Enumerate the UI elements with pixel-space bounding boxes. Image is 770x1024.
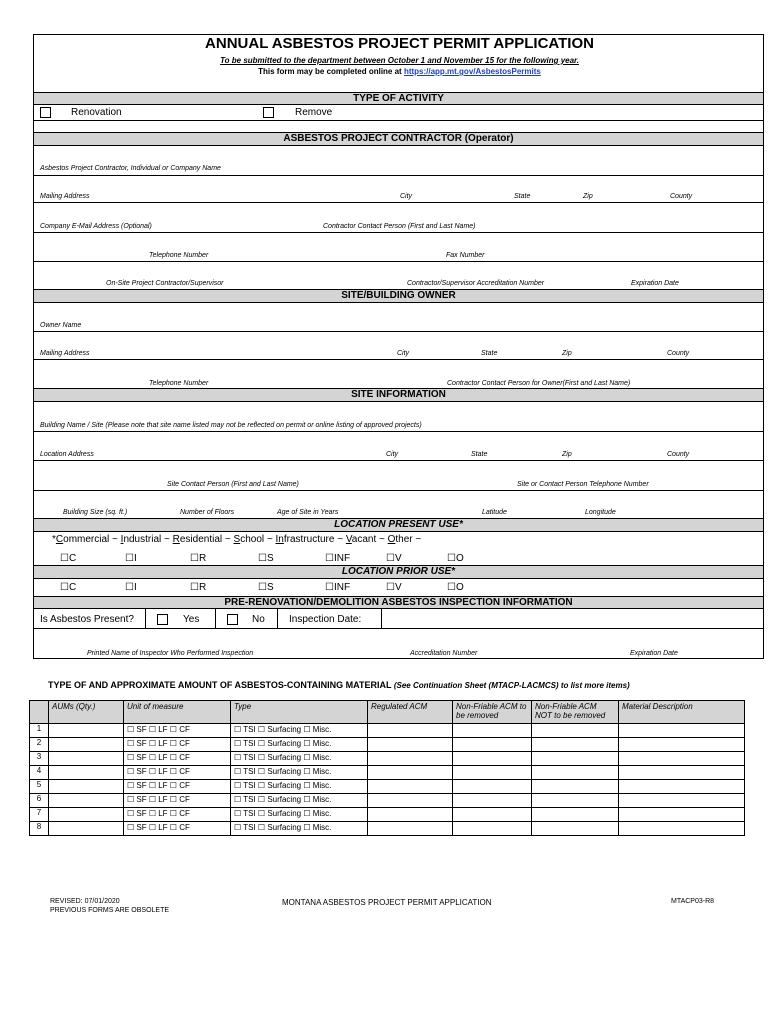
divider xyxy=(277,609,278,629)
owner-name-label: Owner Name xyxy=(40,322,82,329)
description-cell[interactable] xyxy=(619,808,745,822)
aums-cell[interactable] xyxy=(49,794,124,808)
friable-not-removed-cell[interactable] xyxy=(532,780,619,794)
divider xyxy=(34,359,763,360)
prior-use-r[interactable]: ☐R xyxy=(190,582,207,593)
divider xyxy=(215,609,216,629)
unit-cell[interactable]: ☐ SF ☐ LF ☐ CF xyxy=(124,724,231,738)
regulated-cell[interactable] xyxy=(368,808,453,822)
asbestos-yes-label: Yes xyxy=(183,614,200,625)
regulated-cell[interactable] xyxy=(368,724,453,738)
owner-city-label: City xyxy=(397,350,410,357)
type-cell[interactable]: ☐ TSI ☐ Surfacing ☐ Misc. xyxy=(231,724,368,738)
inspection-heading: PRE-RENOVATION/DEMOLITION ASBESTOS INSPECTION INFORMATION xyxy=(34,596,763,609)
online-permit-link[interactable]: https://app.mt.gov/AsbestosPermits xyxy=(403,67,541,76)
revised-date: REVISED: 07/01/2020 xyxy=(50,898,120,905)
description-cell[interactable] xyxy=(619,794,745,808)
owner-county-label: County xyxy=(667,350,690,357)
contractor-email-label: Company E-Mail Address (Optional) xyxy=(40,223,152,230)
col-friable-not-removed: Non-Friable ACM NOT to be removed xyxy=(532,701,619,724)
renovation-checkbox[interactable] xyxy=(40,107,51,118)
divider xyxy=(34,490,763,491)
description-cell[interactable] xyxy=(619,738,745,752)
owner-state-label: State xyxy=(481,350,498,357)
regulated-cell[interactable] xyxy=(368,822,453,836)
owner-zip-label: Zip xyxy=(562,350,572,357)
description-cell[interactable] xyxy=(619,724,745,738)
regulated-cell[interactable] xyxy=(368,780,453,794)
materials-header-row xyxy=(30,701,745,724)
description-cell[interactable] xyxy=(619,780,745,794)
row-number: 2 xyxy=(30,738,49,752)
friable-removed-cell[interactable] xyxy=(453,794,532,808)
site-heading: SITE INFORMATION xyxy=(34,388,763,402)
legend-part: acant ~ xyxy=(351,534,388,545)
aums-cell[interactable] xyxy=(49,780,124,794)
remove-label: Remove xyxy=(295,107,333,118)
asbestos-no-label: No xyxy=(252,614,265,625)
regulated-cell[interactable] xyxy=(368,738,453,752)
col-regulated: Regulated ACM xyxy=(368,701,453,724)
unit-cell[interactable]: ☐ SF ☐ LF ☐ CF xyxy=(124,808,231,822)
site-age-label: Age of Site in Years xyxy=(277,509,339,516)
type-cell[interactable]: ☐ TSI ☐ Surfacing ☐ Misc. xyxy=(231,780,368,794)
friable-not-removed-cell[interactable] xyxy=(532,808,619,822)
type-cell[interactable]: ☐ TSI ☐ Surfacing ☐ Misc. xyxy=(231,752,368,766)
material-row xyxy=(30,808,745,822)
friable-removed-cell[interactable] xyxy=(453,766,532,780)
regulated-cell[interactable] xyxy=(368,794,453,808)
owner-mailing-label: Mailing Address xyxy=(40,350,90,357)
friable-removed-cell[interactable] xyxy=(453,752,532,766)
legend-part: S xyxy=(233,534,241,545)
legend-part: esidential ~ xyxy=(179,534,234,545)
contractor-city-label: City xyxy=(400,193,413,200)
legend-part: O xyxy=(387,534,396,545)
legend-part: frastructure ~ xyxy=(283,534,346,545)
friable-removed-cell[interactable] xyxy=(453,724,532,738)
divider xyxy=(145,609,146,629)
contractor-mailing-label: Mailing Address xyxy=(40,193,90,200)
legend-part: R xyxy=(172,534,180,545)
friable-removed-cell[interactable] xyxy=(453,738,532,752)
inspection-date-label: Inspection Date: xyxy=(289,614,362,625)
row-number: 5 xyxy=(30,780,49,794)
col-aums: AUMs (Qty.) xyxy=(49,701,124,724)
present-use-i[interactable]: ☐I xyxy=(125,553,137,564)
unit-cell[interactable]: ☐ SF ☐ LF ☐ CF xyxy=(124,752,231,766)
divider xyxy=(34,120,763,121)
contractor-state-label: State xyxy=(514,193,531,200)
legend-part: C xyxy=(55,534,64,545)
type-cell[interactable]: ☐ TSI ☐ Surfacing ☐ Misc. xyxy=(231,738,368,752)
divider xyxy=(34,175,763,176)
submission-note: To be submitted to the department between October 1 and November 15 for the following year. xyxy=(220,56,579,65)
friable-not-removed-cell[interactable] xyxy=(532,822,619,836)
row-number: 6 xyxy=(30,794,49,808)
legend-part: ther ~ xyxy=(395,534,422,545)
divider xyxy=(34,628,763,629)
friable-not-removed-cell[interactable] xyxy=(532,724,619,738)
building-size-label: Building Size (sq. ft.) xyxy=(63,509,128,516)
divider xyxy=(381,609,382,629)
row-number: 1 xyxy=(30,724,49,738)
materials-table xyxy=(29,700,745,836)
row-number: 8 xyxy=(30,822,49,836)
online-note xyxy=(34,67,765,76)
prior-use-c[interactable]: ☐C xyxy=(60,582,77,593)
unit-cell[interactable]: ☐ SF ☐ LF ☐ CF xyxy=(124,738,231,752)
col-number xyxy=(30,701,49,724)
owner-contact-label: Contractor Contact Person for Owner(First and Last Name) xyxy=(447,380,631,387)
aums-cell[interactable] xyxy=(49,766,124,780)
site-city-label: City xyxy=(386,451,399,458)
form-title: ANNUAL ASBESTOS PROJECT PERMIT APPLICATION xyxy=(205,35,594,52)
regulated-cell[interactable] xyxy=(368,766,453,780)
legend-part: chool ~ xyxy=(240,534,276,545)
renovation-label: Renovation xyxy=(71,107,122,118)
divider xyxy=(34,460,763,461)
prior-use-inf[interactable]: ☐INF xyxy=(325,582,351,593)
type-cell[interactable]: ☐ TSI ☐ Surfacing ☐ Misc. xyxy=(231,808,368,822)
supervisor-accreditation-label: Contractor/Supervisor Accreditation Number xyxy=(407,280,545,287)
footer-title: MONTANA ASBESTOS PROJECT PERMIT APPLICATION xyxy=(282,898,492,907)
description-cell[interactable] xyxy=(619,752,745,766)
prior-use-heading: LOCATION PRIOR USE* xyxy=(34,565,763,579)
present-use-inf[interactable]: ☐INF xyxy=(325,553,351,564)
divider xyxy=(34,232,763,233)
description-cell[interactable] xyxy=(619,766,745,780)
material-row xyxy=(30,752,745,766)
unit-cell[interactable]: ☐ SF ☐ LF ☐ CF xyxy=(124,766,231,780)
aums-cell[interactable] xyxy=(49,752,124,766)
longitude-label: Longitude xyxy=(585,509,616,516)
col-description: Material Description xyxy=(619,701,745,724)
legend-part: I xyxy=(120,534,124,545)
type-cell[interactable]: ☐ TSI ☐ Surfacing ☐ Misc. xyxy=(231,794,368,808)
asbestos-present-label: Is Asbestos Present? xyxy=(40,614,134,625)
aums-cell[interactable] xyxy=(49,738,124,752)
asbestos-yes-checkbox[interactable] xyxy=(157,614,168,625)
legend-part: ndustrial ~ xyxy=(123,534,173,545)
owner-heading: SITE/BUILDING OWNER xyxy=(34,289,763,303)
site-zip-label: Zip xyxy=(562,451,572,458)
prior-use-o[interactable]: ☐O xyxy=(447,582,464,593)
contractor-fax-label: Fax Number xyxy=(446,252,485,259)
site-state-label: State xyxy=(471,451,488,458)
asbestos-no-checkbox[interactable] xyxy=(227,614,238,625)
row-number: 4 xyxy=(30,766,49,780)
site-contact-phone-label: Site or Contact Person Telephone Number xyxy=(517,481,649,488)
unit-cell[interactable]: ☐ SF ☐ LF ☐ CF xyxy=(124,822,231,836)
activity-heading: TYPE OF ACTIVITY xyxy=(34,92,763,105)
row-number: 3 xyxy=(30,752,49,766)
aums-cell[interactable] xyxy=(49,808,124,822)
contractor-contact-label: Contractor Contact Person (First and Last Name) xyxy=(323,223,476,230)
type-cell[interactable]: ☐ TSI ☐ Surfacing ☐ Misc. xyxy=(231,822,368,836)
prior-use-i[interactable]: ☐I xyxy=(125,582,137,593)
col-type: Type xyxy=(231,701,368,724)
friable-not-removed-cell[interactable] xyxy=(532,752,619,766)
divider xyxy=(34,202,763,203)
friable-removed-cell[interactable] xyxy=(453,780,532,794)
legend-part: ommercial ~ xyxy=(63,534,121,545)
material-row xyxy=(30,822,745,836)
inspector-accreditation-label: Accreditation Number xyxy=(410,650,478,657)
material-row xyxy=(30,724,745,738)
contractor-heading: ASBESTOS PROJECT CONTRACTOR (Operator) xyxy=(34,132,763,146)
legend-part: * xyxy=(52,534,56,545)
material-row xyxy=(30,780,745,794)
type-cell[interactable]: ☐ TSI ☐ Surfacing ☐ Misc. xyxy=(231,766,368,780)
legend-part: In xyxy=(275,534,284,545)
inspector-name-label: Printed Name of Inspector Who Performed Inspection xyxy=(87,650,254,657)
online-note-prefix: This form may be completed online at xyxy=(258,67,404,76)
present-use-c[interactable]: ☐C xyxy=(60,553,77,564)
unit-cell[interactable]: ☐ SF ☐ LF ☐ CF xyxy=(124,794,231,808)
site-county-label: County xyxy=(667,451,690,458)
divider xyxy=(34,261,763,262)
present-use-o[interactable]: ☐O xyxy=(447,553,464,564)
site-contact-label: Site Contact Person (First and Last Name) xyxy=(167,481,299,488)
material-row xyxy=(30,794,745,808)
friable-not-removed-cell[interactable] xyxy=(532,794,619,808)
description-cell[interactable] xyxy=(619,822,745,836)
use-legend xyxy=(52,534,421,545)
latitude-label: Latitude xyxy=(482,509,507,516)
form-code: MTACP03-R8 xyxy=(671,898,715,905)
aums-cell[interactable] xyxy=(49,822,124,836)
present-use-r[interactable]: ☐R xyxy=(190,553,207,564)
col-friable-removed: Non-Friable ACM to be removed xyxy=(453,701,532,724)
building-name-label: Building Name / Site (Please note that site name listed may not be reflected on permit or online listing of approved projects) xyxy=(40,422,422,429)
legend-part: V xyxy=(345,534,352,545)
row-number: 7 xyxy=(30,808,49,822)
inspector-expiration-label: Expiration Date xyxy=(630,650,678,657)
permit-form xyxy=(33,34,764,659)
divider xyxy=(34,431,763,432)
unit-cell[interactable]: ☐ SF ☐ LF ☐ CF xyxy=(124,780,231,794)
supervisor-expiration-label: Expiration Date xyxy=(631,280,679,287)
friable-not-removed-cell[interactable] xyxy=(532,738,619,752)
present-use-v[interactable]: ☐V xyxy=(386,553,402,564)
regulated-cell[interactable] xyxy=(368,752,453,766)
owner-phone-label: Telephone Number xyxy=(149,380,209,387)
contractor-county-label: County xyxy=(670,193,693,200)
divider xyxy=(34,331,763,332)
present-use-heading: LOCATION PRESENT USE* xyxy=(34,518,763,532)
prior-use-s[interactable]: ☐S xyxy=(258,582,274,593)
materials-heading-note: (See Continuation Sheet (MTACP-LACMCS) to list more items) xyxy=(393,681,630,690)
material-row xyxy=(30,738,745,752)
aums-cell[interactable] xyxy=(49,724,124,738)
materials-heading xyxy=(48,680,630,690)
obsolete-note: PREVIOUS FORMS ARE OBSOLETE xyxy=(50,907,170,914)
friable-removed-cell[interactable] xyxy=(453,822,532,836)
floors-label: Number of Floors xyxy=(180,509,235,516)
contractor-zip-label: Zip xyxy=(583,193,593,200)
remove-checkbox[interactable] xyxy=(263,107,274,118)
contractor-name-label: Asbestos Project Contractor, Individual or Company Name xyxy=(40,165,221,172)
contractor-phone-label: Telephone Number xyxy=(149,252,209,259)
friable-removed-cell[interactable] xyxy=(453,808,532,822)
location-address-label: Location Address xyxy=(40,451,94,458)
supervisor-label: On-Site Project Contractor/Supervisor xyxy=(106,280,224,287)
col-unit: Unit of measure xyxy=(124,701,231,724)
materials-heading-text: TYPE OF AND APPROXIMATE AMOUNT OF ASBESTOS-CONTAINING MATERIAL xyxy=(48,680,392,690)
friable-not-removed-cell[interactable] xyxy=(532,766,619,780)
present-use-s[interactable]: ☐S xyxy=(258,553,274,564)
prior-use-v[interactable]: ☐V xyxy=(386,582,402,593)
material-row xyxy=(30,766,745,780)
